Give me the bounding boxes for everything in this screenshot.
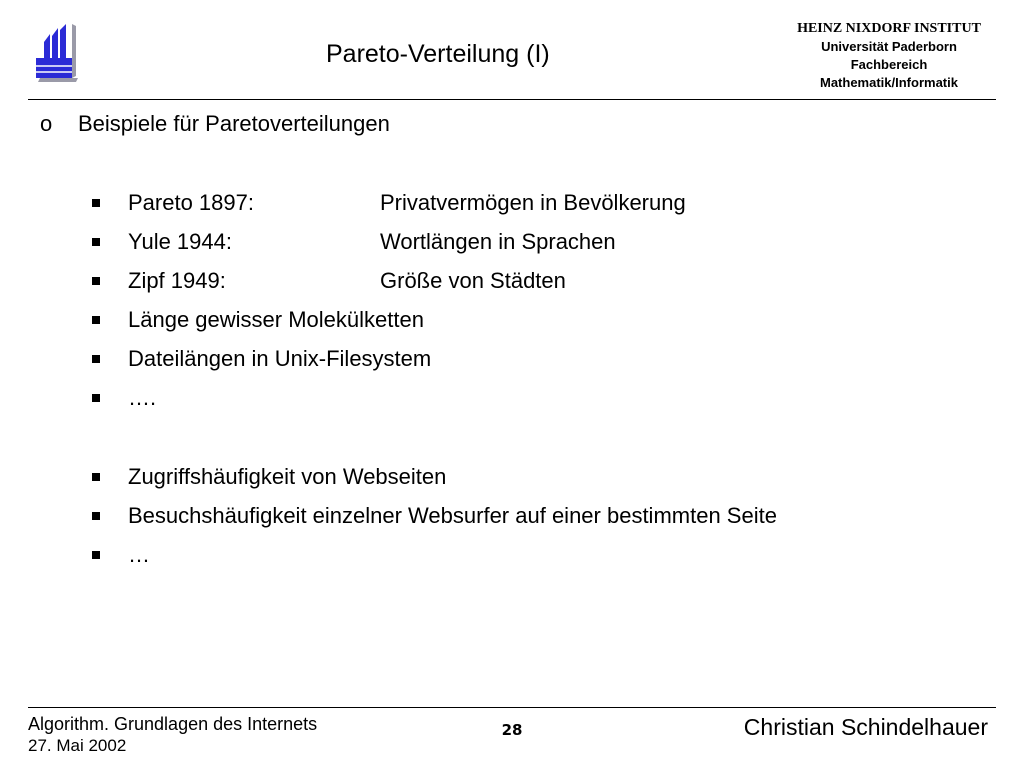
footer-divider (28, 707, 996, 708)
square-bullet-icon (92, 551, 100, 559)
page-number: 28 (501, 721, 523, 739)
heading-marker: o (40, 111, 53, 136)
heading-text: Beispiele für Paretoverteilungen (78, 111, 390, 136)
author-name: Christian Schindelhauer (743, 714, 988, 740)
institute-logo (32, 22, 82, 84)
square-bullet-icon (92, 394, 100, 402)
square-bullet-icon (92, 316, 100, 324)
list-item-label: Zipf 1949: (128, 268, 226, 293)
square-bullet-icon (92, 512, 100, 520)
footer-date: 27. Mai 2002 (28, 736, 127, 755)
square-bullet-icon (92, 238, 100, 246)
square-bullet-icon (92, 355, 100, 363)
faculty-name: Mathematik/Informatik (820, 75, 958, 90)
list-item-desc: Privatvermögen in Bevölkerung (380, 190, 686, 215)
square-bullet-icon (92, 473, 100, 481)
list-item-label: Länge gewisser Molekülketten (128, 307, 424, 332)
institute-name: HEINZ NIXDORF INSTITUT (797, 21, 981, 36)
list-item-desc: Größe von Städten (380, 268, 566, 293)
course-name: Algorithm. Grundlagen des Internets (28, 714, 318, 734)
section-heading (40, 111, 390, 137)
department-name: Fachbereich (850, 57, 928, 72)
list-item-label: Zugriffshäufigkeit von Webseiten (128, 464, 447, 489)
list-item-label: … (128, 542, 150, 567)
list-item-label: Dateilängen in Unix-Filesystem (128, 346, 432, 371)
list-item-desc: Wortlängen in Sprachen (380, 229, 616, 254)
list-item-label: Yule 1944: (128, 229, 232, 254)
institute-block (780, 20, 998, 92)
header-divider (28, 99, 996, 100)
university-name: Universität Paderborn (821, 39, 957, 54)
page-title: Pareto-Verteilung (I) (326, 40, 550, 68)
square-bullet-icon (92, 199, 100, 207)
list-item-label: Pareto 1897: (128, 190, 254, 215)
logo-graphic (32, 22, 82, 84)
list-item-label: Besuchshäufigkeit einzelner Websurfer auf einer bestimmten Seite (128, 503, 777, 528)
square-bullet-icon (92, 277, 100, 285)
list-item-label: …. (128, 385, 157, 410)
